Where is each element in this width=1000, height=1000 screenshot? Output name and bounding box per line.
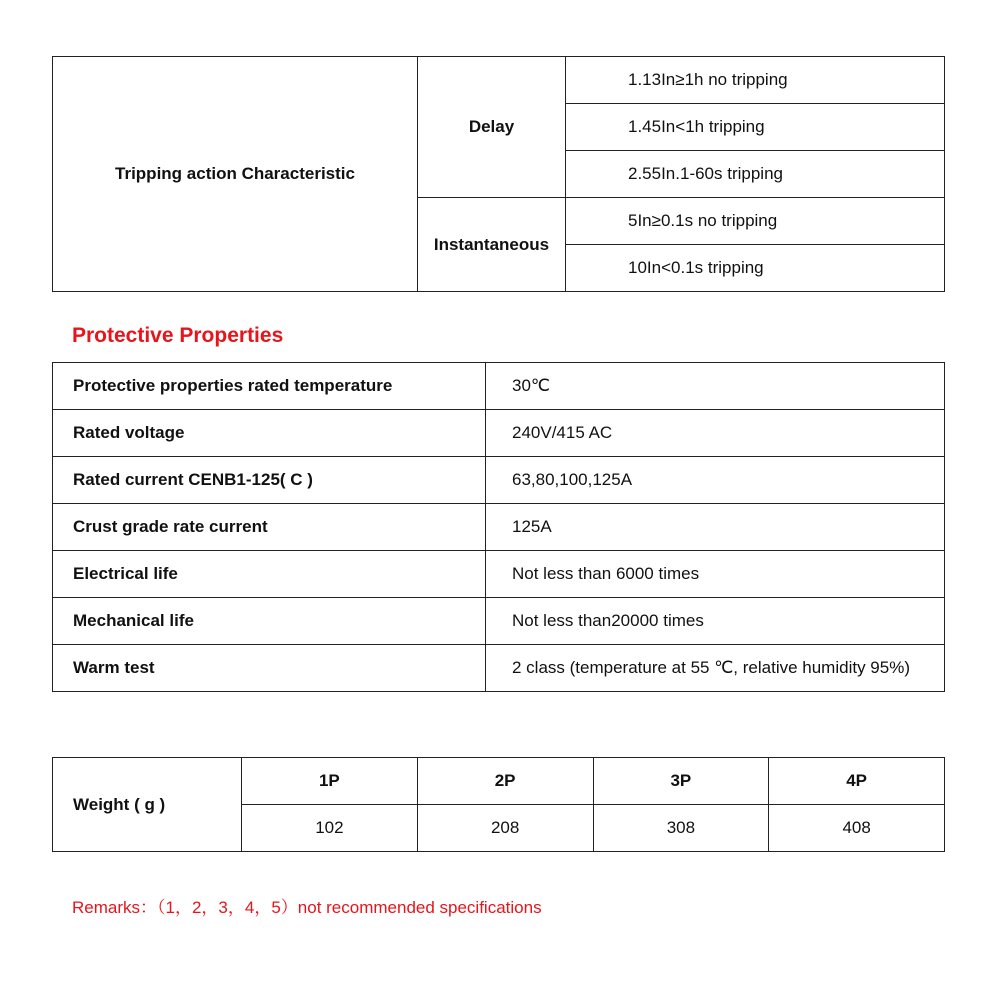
- property-value: Not less than20000 times: [486, 598, 945, 645]
- property-value: 125A: [486, 504, 945, 551]
- table-row: [53, 363, 945, 410]
- protective-properties-table: [52, 362, 945, 692]
- property-value: 63,80,100,125A: [486, 457, 945, 504]
- weight-value: 408: [769, 805, 945, 852]
- property-value: 2 class (temperature at 55 ℃, relative humidity 95%): [486, 645, 945, 692]
- weight-value: 208: [417, 805, 593, 852]
- tripping-title-cell: Tripping action Characteristic: [53, 57, 418, 292]
- property-label: Crust grade rate current: [53, 504, 486, 551]
- tripping-row-cell: 1.45In<1h tripping: [566, 104, 945, 151]
- property-label: Electrical life: [53, 551, 486, 598]
- property-value: 240V/415 AC: [486, 410, 945, 457]
- section-title: Protective Properties: [72, 324, 284, 347]
- pole-header: 2P: [417, 758, 593, 805]
- property-label: Warm test: [53, 645, 486, 692]
- property-value: 30℃: [486, 363, 945, 410]
- table-row: [53, 504, 945, 551]
- table-row: [53, 645, 945, 692]
- pole-header: 3P: [593, 758, 769, 805]
- table-row: [53, 598, 945, 645]
- table-row: [53, 551, 945, 598]
- weight-value: 102: [242, 805, 418, 852]
- tripping-characteristic-table: [52, 56, 945, 292]
- instantaneous-label-cell: Instantaneous: [418, 198, 566, 292]
- table-row: [53, 57, 945, 104]
- pole-header: 1P: [242, 758, 418, 805]
- property-value: Not less than 6000 times: [486, 551, 945, 598]
- tripping-row-cell: 5In≥0.1s no tripping: [566, 198, 945, 245]
- weight-value: 308: [593, 805, 769, 852]
- weight-label: Weight ( g ): [53, 758, 242, 852]
- table-row: [53, 457, 945, 504]
- property-label: Protective properties rated temperature: [53, 363, 486, 410]
- property-label: Rated current CENB1-125( C ): [53, 457, 486, 504]
- tripping-row-cell: 1.13In≥1h no tripping: [566, 57, 945, 104]
- remarks-note: Remarks：（1，2，3，4，5）not recommended specifications: [72, 898, 542, 917]
- property-label: Mechanical life: [53, 598, 486, 645]
- table-row: [53, 410, 945, 457]
- delay-label-cell: Delay: [418, 57, 566, 198]
- pole-header: 4P: [769, 758, 945, 805]
- table-row: [53, 758, 945, 805]
- property-label: Rated voltage: [53, 410, 486, 457]
- weight-table: [52, 757, 945, 852]
- tripping-row-cell: 2.55In.1-60s tripping: [566, 151, 945, 198]
- tripping-row-cell: 10In<0.1s tripping: [566, 245, 945, 292]
